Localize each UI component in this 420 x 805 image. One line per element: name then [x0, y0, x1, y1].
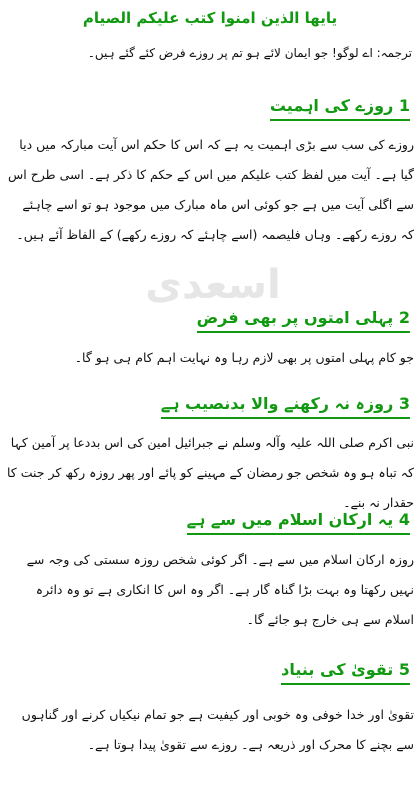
section-4-text: روزہ ارکان اسلام میں سے ہے۔ اگر کوئی شخص روزہ سستی کی وجہ سے نہیں رکھتا وہ بہت بڑا گناہ گار ہے۔ اگر وہ اس کا انکاری ہے تو وہ دائرہ اسلام سے ہی خارج ہو جائے گا۔: [26, 552, 414, 627]
section-2-title: پہلی امتوں پر بھی فرض: [196, 308, 394, 327]
section-5-title: تقویٰ کی بنیاد: [281, 660, 394, 679]
section-2-text: جو کام پہلی امتوں پر بھی لازم رہا وہ نہایت اہم کام ہی ہو گا۔: [74, 350, 414, 365]
section-5-heading: [281, 660, 410, 685]
section-4-title: یہ ارکان اسلام میں سے ہے: [186, 510, 394, 529]
section-3-heading: [161, 394, 410, 419]
section-1-text: روزے کی سب سے بڑی اہمیت یہ ہے کہ اس کا حکم اس آیت مبارکہ میں دیا گیا ہے۔ آیت میں لفظ کتب علیکم میں اس کے حکم کا ذکر ہے۔ اسی طرح اس سے اگلی آیت میں ہے جو کوئی اس ماہ مبارک میں موجود ہو تو اسے چاہئے کہ روزے رکھے۔ وہاں فلیصمہ (اسے چاہئے کہ روزے رکھے) کے الفاظ آئے ہیں۔: [8, 137, 414, 242]
section-3-number: 3: [398, 394, 410, 413]
section-4-heading: [187, 510, 410, 535]
watermark-logo: اسعدی: [145, 262, 281, 308]
section-5-number: 5: [398, 660, 410, 679]
section-1-number: 1: [398, 96, 410, 115]
section-1-heading: [270, 96, 410, 121]
section-1-title: روزے کی اہمیت: [269, 96, 394, 115]
section-2-heading: [197, 308, 410, 333]
section-3-text: نبی اکرم صلی اللہ علیہ وآلہ وسلم نے جبرائیل امین کی اس بددعا پر آمین کہا کہ تباہ ہو وہ شخص جو رمضان کے مہینے کو پائے اور پھر روزہ رکھ کر جنت کا حقدار نہ بنے۔: [7, 435, 414, 510]
section-3-title: روزہ نہ رکھنے والا بدنصیب ہے: [160, 394, 394, 413]
section-5-text: تقویٰ اور خدا خوفی وہ خوبی اور کیفیت ہے جو تمام نیکیاں کرنے اور گناہوں سے بچنے کا محرک اور ذریعہ ہے۔ روزے سے تقویٰ پیدا ہوتا ہے۔: [21, 707, 414, 752]
section-4-number: 4: [398, 510, 410, 529]
verse-heading: یایھا الذین امنوا کتب علیکم الصیام: [82, 9, 338, 27]
translation-text: ترجمہ: اے لوگو! جو ایمان لائے ہو تم پر روزے فرض کئے گئے ہیں۔: [87, 46, 412, 60]
section-2-number: 2: [398, 308, 410, 327]
